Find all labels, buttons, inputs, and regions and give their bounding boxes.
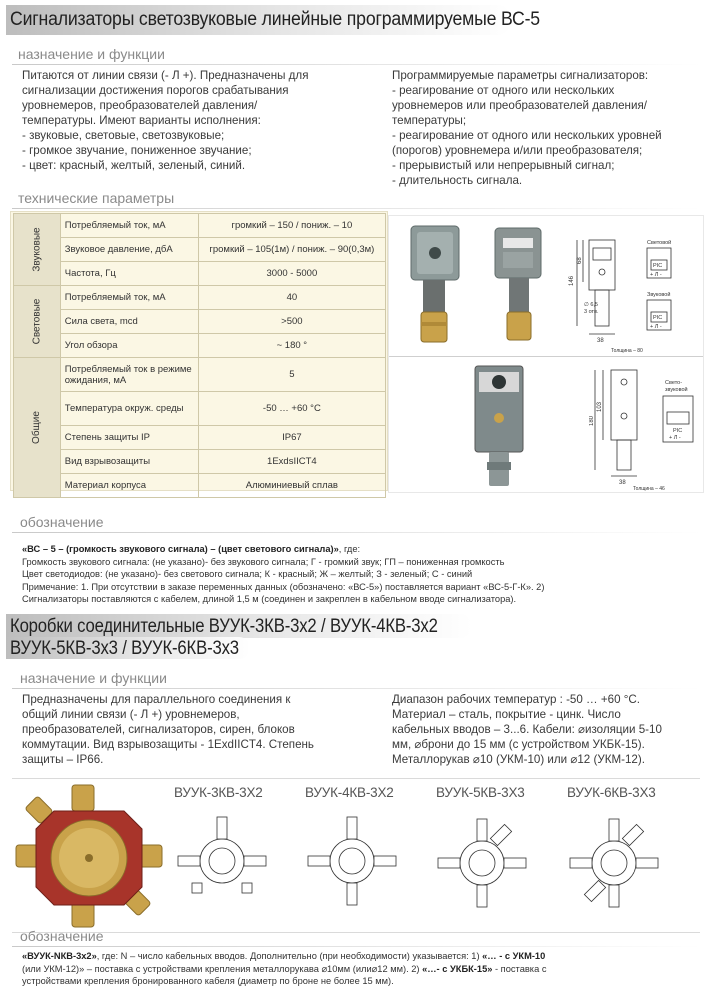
drawing-3kv bbox=[178, 817, 266, 893]
dim-label: 38 bbox=[597, 338, 604, 344]
drawing-label: PIC bbox=[653, 315, 663, 321]
value-cell: 5 bbox=[198, 358, 385, 392]
drawing-label: Звуковой bbox=[647, 292, 671, 298]
value-cell: -50 … +60 °С bbox=[198, 392, 385, 426]
text-line: кабельных вводов – 3...6. Кабели: ⌀изоляции 5-10 bbox=[392, 723, 662, 736]
value-cell: 1ExdsIICT4 bbox=[198, 450, 385, 474]
text-line: Питаются от линии связи (- Л +). Предназначены для bbox=[22, 69, 309, 82]
drawing-label: PIC bbox=[673, 428, 683, 434]
param-cell: Сила света, mcd bbox=[60, 310, 198, 334]
section1-designation-heading: обозначение bbox=[20, 514, 104, 530]
device-images-panel bbox=[388, 215, 704, 493]
dim-label: 103 bbox=[597, 401, 603, 412]
divider bbox=[12, 532, 702, 533]
text-line: общий линии связи (- Л +) уровнемеров, bbox=[22, 708, 240, 721]
text-line: уровнемеров, преобразователей давления/ bbox=[22, 99, 258, 112]
value-cell: 40 bbox=[198, 286, 385, 310]
text-line: - прерывистый или непрерывный сигнал; bbox=[392, 159, 615, 172]
text-line: - цвет: красный, желтый, зеленый, синий. bbox=[22, 159, 246, 172]
section1-tech-heading: технические параметры bbox=[18, 190, 175, 206]
variant-label: ВУУК-4КВ-3Х2 bbox=[305, 785, 394, 800]
text-line: коммутации. Вид взрывозащиты - 1ExdIICT4. Степень bbox=[22, 738, 314, 751]
dimension-drawing-bottom bbox=[589, 366, 703, 492]
value-cell: >500 bbox=[198, 310, 385, 334]
table-row bbox=[14, 450, 386, 474]
value-cell: громкий – 150 / пониж. – 10 bbox=[198, 214, 385, 238]
group-label: Общие bbox=[31, 411, 43, 444]
section2-purpose-heading: назначение и функции bbox=[20, 670, 167, 686]
table-row bbox=[14, 358, 386, 392]
table-row bbox=[14, 392, 386, 426]
table-row bbox=[14, 426, 386, 450]
drawing-label: PIC bbox=[653, 263, 663, 269]
junction-box-drawings bbox=[162, 801, 698, 931]
divider bbox=[389, 356, 703, 357]
section1-designation-text bbox=[22, 543, 544, 606]
section1-title: Сигнализаторы светозвуковые линейные программируемые ВС-5 bbox=[10, 9, 540, 30]
variant-label: ВУУК-5КВ-3Х3 bbox=[436, 785, 525, 800]
value-cell: Алюминиевый сплав bbox=[198, 474, 385, 498]
drawing-4kv bbox=[308, 817, 396, 905]
section2-title-line2: ВУУК-5КВ-3х3 / ВУУК-6КВ-3х3 bbox=[10, 638, 239, 659]
drawing-caption: Толщина – 80 bbox=[611, 348, 643, 354]
value-cell: IP67 bbox=[198, 426, 385, 450]
junction-box-photo bbox=[14, 783, 164, 929]
section2-purpose-right bbox=[392, 692, 662, 767]
signaler-photo-1 bbox=[401, 222, 473, 352]
text-line: - реагирование от одного или нескольких bbox=[392, 84, 615, 97]
group-cell-sound bbox=[14, 214, 61, 286]
dim-label: 3 отв. bbox=[584, 309, 599, 315]
drawing-label: + Л - bbox=[650, 324, 662, 330]
dim-label: 38 bbox=[619, 480, 626, 486]
table-row bbox=[14, 262, 386, 286]
group-cell-light bbox=[14, 286, 61, 358]
text-line: Диапазон рабочих температур : -50 … +60 °С. bbox=[392, 693, 640, 706]
dim-label: 146 bbox=[569, 275, 575, 286]
text-line: Примечание: 1. При отсутствии в заказе переменных данных (обозначено: «ВС-5») поставляется вариант «ВС-5-Г-К». 2) bbox=[22, 581, 545, 592]
dim-label: 180 bbox=[589, 415, 595, 426]
section2-designation-heading: обозначение bbox=[20, 928, 104, 944]
param-cell: Частота, Гц bbox=[60, 262, 198, 286]
param-cell: Звуковое давление, дбА bbox=[60, 238, 198, 262]
param-cell: Угол обзора bbox=[60, 334, 198, 358]
text-line: (порогов) уровнемера и/или преобразователя; bbox=[392, 144, 643, 157]
table-row bbox=[14, 474, 386, 498]
dim-label: 68 bbox=[577, 257, 583, 264]
text-span: , где: N – число кабельных вводов. Дополнительно (при необходимости) указывается: 1) bbox=[96, 951, 483, 961]
signaler-photo-3 bbox=[461, 362, 541, 490]
text-span: , где: bbox=[338, 544, 361, 554]
junction-box-panel bbox=[12, 778, 700, 933]
table-row bbox=[14, 214, 386, 238]
text-line: - длительность сигнала. bbox=[392, 174, 523, 187]
text-line bbox=[22, 950, 546, 963]
text-line: Программируемые параметры сигнализаторов: bbox=[392, 69, 649, 82]
section2-designation-text bbox=[22, 950, 546, 988]
group-cell-general bbox=[14, 358, 61, 498]
param-cell: Потребляемый ток в режиме ожидания, мА bbox=[60, 358, 198, 392]
text-line: - реагирование от одного или нескольких уровней bbox=[392, 129, 662, 142]
text-line: температуры; bbox=[392, 114, 467, 127]
value-cell: 3000 - 5000 bbox=[198, 262, 385, 286]
text-bold: «… - с УКМ-10 bbox=[482, 951, 546, 961]
text-line: Громкость звукового сигнала: (не указано)- без звукового сигнала; Г - громкий звук; ГП – пониженная громкость bbox=[22, 556, 505, 567]
text-line: Сигнализаторы поставляются с кабелем, длиной 1,5 м (соединен и закреплен в кабельном вводе сигнализатора). bbox=[22, 594, 517, 604]
value-cell: громкий – 105(1м) / пониж. – 90(0,3м) bbox=[198, 238, 385, 262]
text-line: Металлорукав ⌀10 (УКМ-10) или ⌀12 (УКМ-12). bbox=[392, 753, 645, 766]
section2-title-line1: Коробки соединительные ВУУК-3КВ-3х2 / ВУУК-4КВ-3х2 bbox=[10, 616, 438, 637]
value-cell: ~ 180 ° bbox=[198, 334, 385, 358]
dim-label: ∅ 6,5 bbox=[584, 302, 598, 308]
text-line bbox=[22, 963, 546, 976]
param-cell: Степень защиты IP bbox=[60, 426, 198, 450]
table-row bbox=[14, 238, 386, 262]
text-line: устройствами крепления бронированного кабеля (диаметр по броне не более 15 мм). bbox=[22, 976, 394, 986]
variant-label: ВУУК-6КВ-3Х3 bbox=[567, 785, 656, 800]
text-line: защиты – IP66. bbox=[22, 753, 104, 766]
param-cell: Вид взрывозащиты bbox=[60, 450, 198, 474]
text-line: Материал – сталь, покрытие - цинк. Число bbox=[392, 708, 621, 721]
drawing-label: звуковой bbox=[665, 387, 688, 393]
drawing-6kv bbox=[570, 819, 658, 907]
text-line: уровнемеров или преобразователей давления/ bbox=[392, 99, 647, 112]
text-line bbox=[22, 543, 544, 556]
divider bbox=[12, 208, 702, 209]
table-row bbox=[14, 310, 386, 334]
drawing-5kv bbox=[438, 819, 526, 907]
text-span: (или УКМ-12)» – поставка с устройствами крепления металлорукава ⌀10мм (или⌀12 мм). 2) bbox=[22, 963, 423, 974]
table-row bbox=[14, 334, 386, 358]
param-cell: Потребляемый ток, мА bbox=[60, 286, 198, 310]
group-label: Звуковые bbox=[31, 227, 43, 272]
variant-label: ВУУК-3КВ-3Х2 bbox=[174, 785, 263, 800]
param-cell: Потребляемый ток, мА bbox=[60, 214, 198, 238]
drawing-label: Световой bbox=[647, 240, 672, 246]
section1-purpose-right bbox=[392, 68, 662, 188]
divider bbox=[12, 64, 702, 65]
spec-table bbox=[13, 213, 386, 498]
dimension-drawing-top bbox=[567, 234, 703, 354]
drawing-label: + Л - bbox=[650, 272, 662, 278]
text-line: мм, ⌀брони до 15 мм (с устройством УКБК-15). bbox=[392, 738, 645, 751]
text-line: температуры. Имеют варианты исполнения: bbox=[22, 114, 261, 127]
group-label: Световые bbox=[31, 298, 43, 345]
text-span: - поставка с bbox=[492, 963, 547, 974]
divider bbox=[12, 688, 702, 689]
table-row bbox=[14, 286, 386, 310]
drawing-label: Свето- bbox=[665, 380, 683, 386]
param-cell: Материал корпуса bbox=[60, 474, 198, 498]
signaler-photo-2 bbox=[485, 222, 557, 352]
text-line: Предназначены для параллельного соединения к bbox=[22, 693, 291, 706]
text-bold: «…- с УКБК-15» bbox=[422, 963, 493, 974]
text-line: преобразователей, сигнализаторов, сирен, блоков bbox=[22, 723, 295, 736]
designation-formula: «ВС – 5 – (громкость звукового сигнала) – (цвет светового сигнала)» bbox=[22, 544, 339, 554]
text-line: сигнализации достижения порогов срабатывания bbox=[22, 84, 289, 97]
section1-purpose-left bbox=[22, 68, 308, 173]
divider bbox=[12, 946, 702, 947]
param-cell: Температура окруж. среды bbox=[60, 392, 198, 426]
drawing-label: + Л - bbox=[669, 435, 681, 441]
text-line: Цвет светодиодов: (не указано)- без светового сигнала; К - красный; Ж – желтый; З - зеленый; С - синий bbox=[22, 569, 473, 579]
section1-purpose-heading: назначение и функции bbox=[18, 46, 165, 62]
section2-purpose-left bbox=[22, 692, 314, 767]
designation-formula: «ВУУК-NКВ-3х2» bbox=[22, 951, 97, 961]
text-line: - звуковые, световые, светозвуковые; bbox=[22, 129, 225, 142]
text-line: - громкое звучание, пониженное звучание; bbox=[22, 144, 252, 157]
drawing-caption: Толщина – 46 bbox=[633, 486, 665, 492]
